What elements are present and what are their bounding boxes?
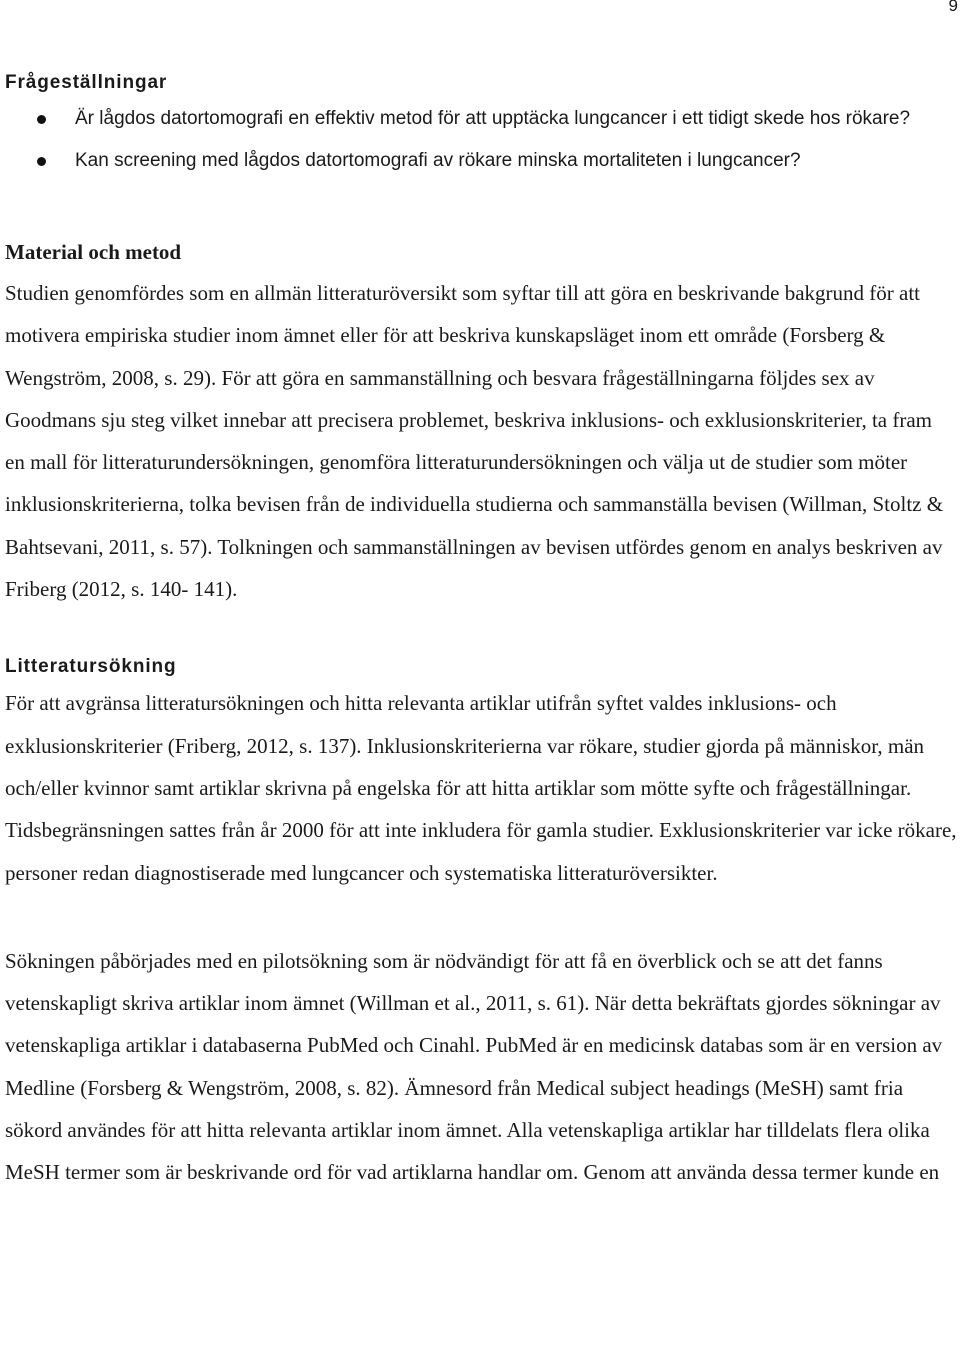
search-paragraph-2: Sökningen påbörjades med en pilotsökning som är nödvändigt för att få en överblick och se att det fanns vetenskapligt skriva artiklar inom ämnet (Willman et al., 2011, s. 61). När detta bekräftats gjordes sökningar av vetenskapliga artiklar i databaserna PubMed och Cinahl. PubMed är en medicinsk databas som är en version av Medline (Forsberg & Wengström, 2008, s. 82). Ämnesord från Medical subject headings (MeSH) samt fria sökord användes för att hitta relevanta artiklar inom ämnet. Alla vetenskapliga artiklar har tilldelats flera olika MeSH termer som är beskrivande ord för vad artiklarna handlar om. Genom att använda dessa termer kunde en — [5, 948, 943, 1185]
question-item — [75, 140, 957, 182]
question-item — [75, 98, 957, 140]
method-paragraph: Studien genomfördes som en allmän litteraturöversikt som syftar till att göra en beskrivande bakgrund för att motivera empiriska studier inom ämnet eller för att beskriva kunskapsläget inom ett område (Forsberg & Wengström, 2008, s. 29). För att göra en sammanställning och besvara frågeställningarna följdes sex av Goodmans sju steg vilket innebar att precisera problemet, beskriva inklusions- och exklusionskriterier, ta fram en mall för litteraturundersökningen, genomföra litteraturundersökningen och välja ut de studier som möter inklusionskriterierna, tolka bevisen från de individuella studierna och sammanställa bevisen (Willman, Stoltz & Bahtsevani, 2011, s. 57). Tolkningen och sammanställningen av bevisen utfördes genom en analys beskriven av Friberg (2012, s. 140- 141). — [5, 281, 944, 602]
method-section — [5, 232, 957, 610]
page-number: 9 — [948, 0, 958, 15]
search-paragraph-1: För att avgränsa litteratursökningen och hitta relevanta artiklar utifrån syftet valdes inklusions- och exklusionskriterier (Friberg, 2012, s. 137). Inklusionskriterierna var rökare, studier gjorda på människor, män och/eller kvinnor samt artiklar skrivna på engelska för att hitta artiklar som mötte syfte och frågeställningar. Tidsbegränsningen sattes från år 2000 för att inte inkludera för gamla studier. Exklusionskriterier var icke rökare, personer redan diagnostiserade med lungcancer och systematiska litteraturöversikter. — [5, 691, 957, 885]
questions-list — [5, 98, 957, 182]
search-heading: Litteratursökning — [5, 656, 177, 678]
search-section — [5, 652, 957, 893]
bullet-icon — [37, 157, 46, 166]
question-text: Är lågdos datortomografi en effektiv metod för att upptäcka lungcancer i ett tidigt skede hos rökare? — [75, 108, 911, 129]
question-text: Kan screening med lågdos datortomografi av rökare minska mortaliteten i lungcancer? — [75, 150, 801, 171]
method-heading: Material och metod — [5, 240, 182, 264]
bullet-icon — [37, 115, 46, 124]
questions-heading: Frågeställningar — [5, 72, 168, 93]
document-body — [5, 68, 957, 1194]
